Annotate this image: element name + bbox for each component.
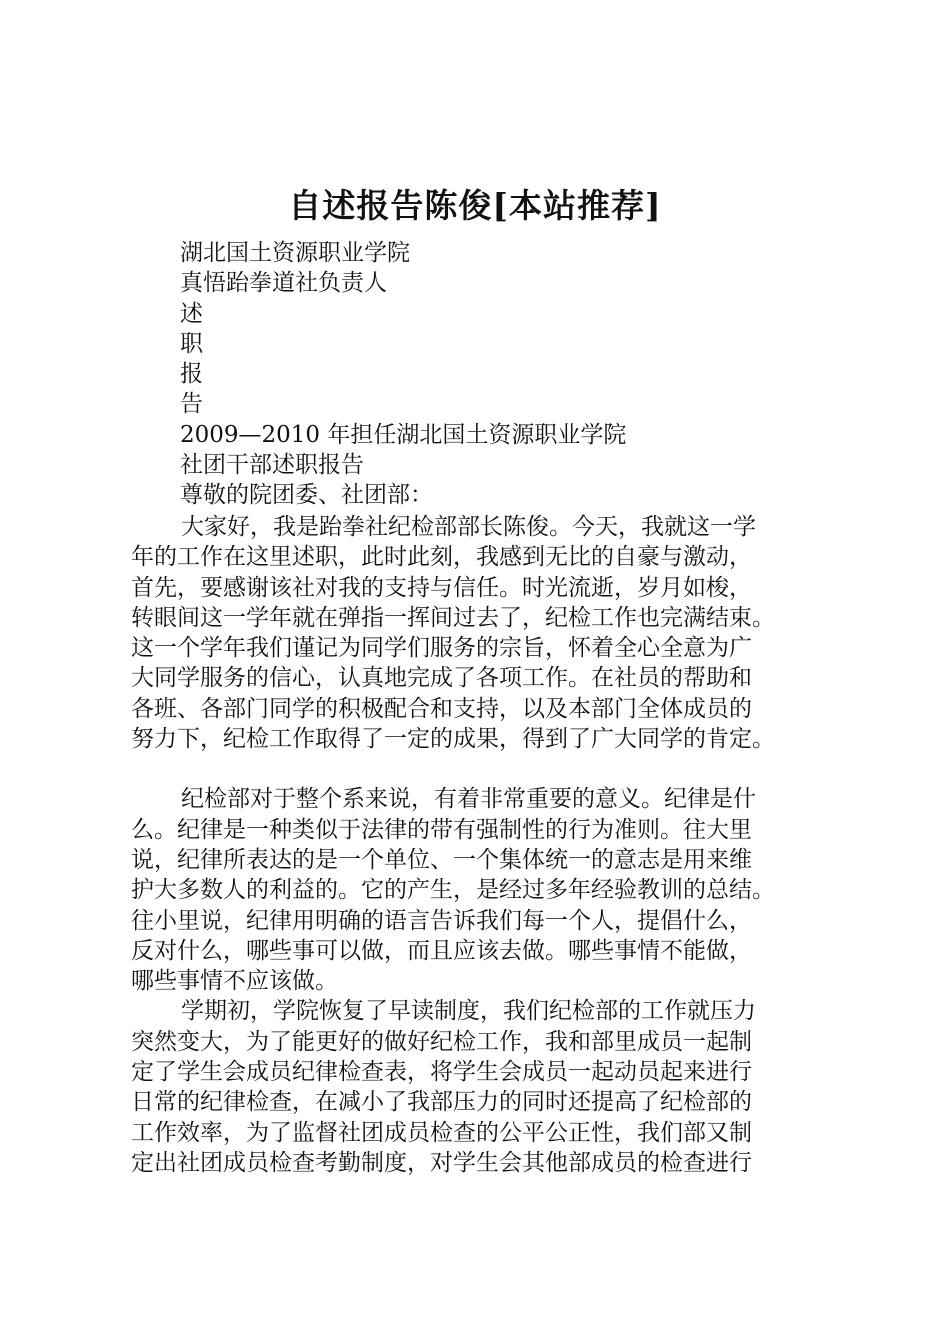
header-block: [180, 238, 860, 511]
paragraph-line: 纪检部对于整个系来说，有着非常重要的意义。纪律是什: [181, 786, 756, 813]
paragraph-line: 转眼间这一学年就在弹指一挥间过去了，纪检工作也完满结束。: [131, 604, 775, 631]
header-line: 2009—2010 年担任湖北国土资源职业学院: [180, 421, 627, 448]
header-line: 述: [180, 300, 203, 327]
paragraph-line: 工作效率，为了监督社团成员检查的公平公正性，我们部又制: [131, 1119, 752, 1146]
paragraph-line: 首先，要感谢该社对我的支持与信任。时光流逝，岁月如梭，: [131, 574, 752, 601]
paragraph-line: 努力下，纪检工作取得了一定的成果，得到了广大同学的肯定。: [131, 726, 775, 753]
paragraph-line: 突然变大，为了能更好的做好纪检工作，我和部里成员一起制: [131, 1028, 752, 1055]
paragraph-line: 大家好，我是跆拳社纪检部部长陈俊。今天，我就这一学: [181, 514, 756, 540]
paragraph-line: 往小里说，纪律用明确的语言告诉我们每一个人，提倡什么，: [131, 907, 752, 934]
header-line: 社团干部述职报告: [180, 452, 364, 479]
paragraph-line: 么。纪律是一种类似于法律的带有强制性的行为准则。往大里: [131, 816, 752, 843]
paragraph-line: 哪些事情不应该做。: [131, 968, 338, 995]
paragraph-line: 大同学服务的信心，认真地完成了各项工作。在社员的帮助和: [131, 665, 752, 692]
salutation: 尊敬的院团委、社团部：: [180, 482, 433, 509]
paragraph-line: 反对什么，哪些事可以做，而且应该去做。哪些事情不能做，: [131, 937, 752, 964]
document-title: 自述报告陈俊[本站推荐]: [288, 186, 662, 225]
header-line: 真悟跆拳道社负责人: [180, 270, 387, 297]
paragraph-line: 年的工作在这里述职，此时此刻，我感到无比的自豪与激动，: [131, 544, 752, 571]
paragraph-gap: [131, 754, 851, 784]
header-line: 告: [180, 391, 203, 418]
paragraph-line: 定了学生会成员纪律检查表，将学生会成员一起动员起来进行: [131, 1059, 752, 1086]
paragraph-line: 学期初，学院恢复了早读制度，我们纪检部的工作就压力: [181, 998, 756, 1025]
header-line: 职: [180, 330, 203, 357]
body-text: [131, 512, 851, 1178]
paragraph-line: 这一个学年我们谨记为同学们服务的宗旨，怀着全心全意为广: [131, 635, 752, 662]
paragraph-line: 说，纪律所表达的是一个单位、一个集体统一的意志是用来维: [131, 846, 752, 873]
paragraph-line: 护大多数人的利益的。它的产生，是经过多年经验教训的总结。: [131, 877, 775, 904]
header-line: 湖北国土资源职业学院: [180, 240, 410, 266]
paragraph-line: 日常的纪律检查，在减小了我部压力的同时还提高了纪检部的: [131, 1089, 752, 1116]
paragraph-line: 各班、各部门同学的积极配合和支持，以及本部门全体成员的: [131, 695, 752, 722]
header-line: 报: [180, 361, 203, 388]
paragraph-line: 定出社团成员检查考勤制度，对学生会其他部成员的检查进行: [131, 1149, 752, 1176]
